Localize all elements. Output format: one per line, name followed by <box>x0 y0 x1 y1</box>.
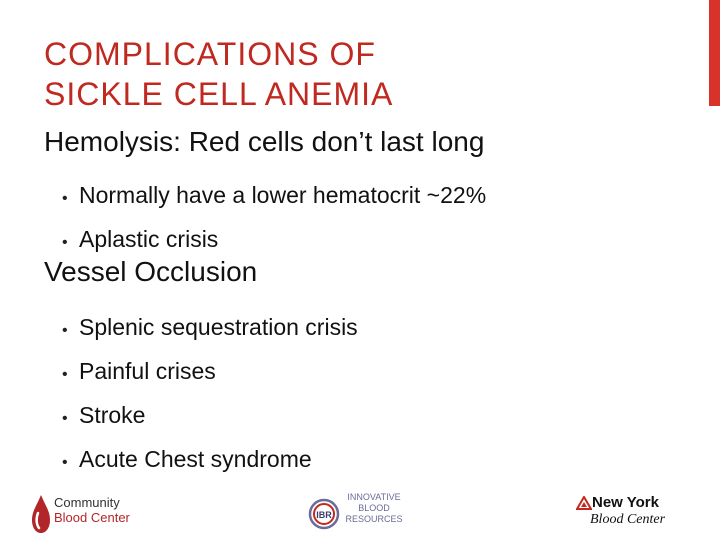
section-heading-vessel-occlusion: Vessel Occlusion <box>44 256 258 287</box>
ibr-line-3: RESOURCES <box>345 514 403 524</box>
nybc-triangle-logo-icon <box>576 496 592 510</box>
cbc-line-2: Blood Center <box>54 510 130 525</box>
community-blood-center-text <box>54 495 130 525</box>
list-item <box>62 351 358 395</box>
new-york-blood-center-logo <box>576 494 676 534</box>
slide-title <box>44 34 684 114</box>
ibr-circle-logo-icon <box>308 498 340 530</box>
list-item-text: Normally have a lower hematocrit ~22% <box>79 182 487 208</box>
slide-title-line-2: SICKLE CELL ANEMIA <box>44 76 394 112</box>
nybc-line-2: Blood Center <box>590 512 666 527</box>
slide-title-line-1: COMPLICATIONS OF <box>44 36 376 72</box>
bullet-marker: • <box>62 322 68 339</box>
bullet-list-vessel-occlusion <box>62 307 358 483</box>
section-heading-hemolysis: Hemolysis: Red cells don’t last long <box>44 126 485 157</box>
nybc-line-1: New York <box>592 494 659 511</box>
ibr-line-1: INNOVATIVE <box>347 492 401 502</box>
list-item <box>62 307 358 351</box>
ibr-mark-text: IBR <box>316 510 332 520</box>
bullet-list-hemolysis <box>62 175 486 263</box>
list-item <box>62 175 486 219</box>
community-blood-center-logo <box>30 492 138 536</box>
accent-bar <box>709 0 720 106</box>
list-item-text: Splenic sequestration crisis <box>79 314 358 340</box>
list-item-text: Acute Chest syndrome <box>79 446 312 472</box>
bullet-marker: • <box>62 234 68 251</box>
list-item <box>62 439 358 483</box>
cbc-line-1: Community <box>54 495 120 510</box>
list-item-text: Stroke <box>79 402 146 428</box>
list-item <box>62 395 358 439</box>
ibr-text <box>342 492 406 525</box>
bullet-marker: • <box>62 190 68 207</box>
list-item-text: Painful crises <box>79 358 216 384</box>
bullet-marker: • <box>62 454 68 471</box>
bullet-marker: • <box>62 366 68 383</box>
bullet-marker: • <box>62 410 68 427</box>
ibr-line-2: BLOOD <box>358 503 390 513</box>
innovative-blood-resources-logo <box>308 490 408 538</box>
list-item-text: Aplastic crisis <box>79 226 219 252</box>
blood-drop-logo-icon <box>30 493 52 535</box>
